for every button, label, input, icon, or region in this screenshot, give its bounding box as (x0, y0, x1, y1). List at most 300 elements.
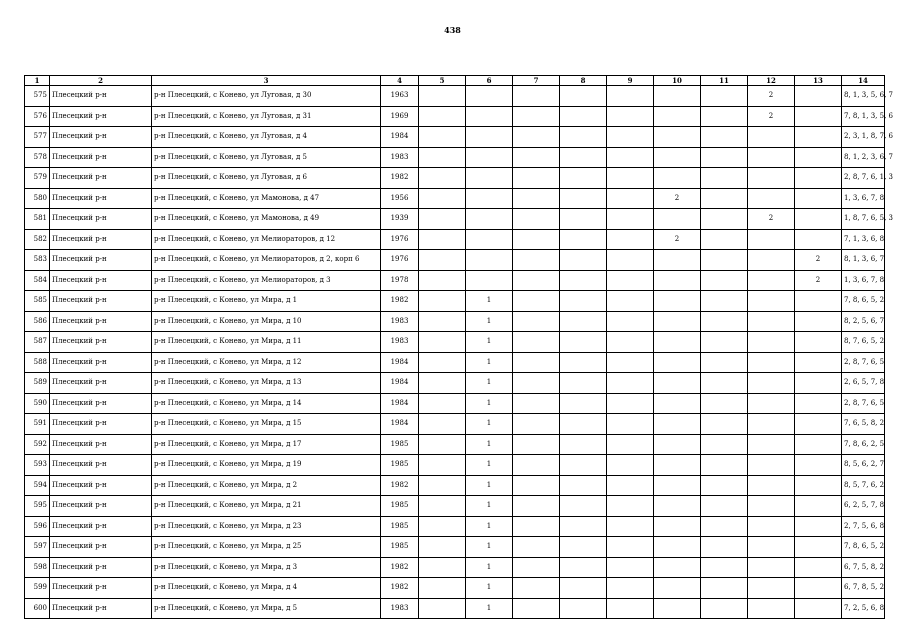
column-header-10: 10 (654, 76, 701, 86)
col6-cell (466, 209, 513, 230)
col7-cell (513, 516, 560, 537)
col12-cell (748, 168, 795, 189)
row-number: 585 (25, 291, 50, 312)
col12-cell (748, 352, 795, 373)
district-cell: Плесецкий р-н (50, 147, 152, 168)
col13-cell (795, 311, 842, 332)
col9-cell (607, 352, 654, 373)
column-header-9: 9 (607, 76, 654, 86)
col9-cell (607, 393, 654, 414)
col12-cell: 2 (748, 209, 795, 230)
col10-cell (654, 311, 701, 332)
year-cell: 1982 (381, 578, 419, 599)
col6-cell: 1 (466, 434, 513, 455)
col14-cell: 2, 7, 5, 6, 8 (842, 516, 885, 537)
row-number: 586 (25, 311, 50, 332)
col5-cell (419, 516, 466, 537)
row-number: 580 (25, 188, 50, 209)
col10-cell (654, 434, 701, 455)
col8-cell (560, 250, 607, 271)
col6-cell (466, 86, 513, 107)
col7-cell (513, 86, 560, 107)
year-cell: 1982 (381, 475, 419, 496)
col8-cell (560, 352, 607, 373)
col7-cell (513, 475, 560, 496)
col9-cell (607, 127, 654, 148)
column-header-8: 8 (560, 76, 607, 86)
col11-cell (701, 147, 748, 168)
row-number: 593 (25, 455, 50, 476)
col10-cell (654, 106, 701, 127)
year-cell: 1985 (381, 455, 419, 476)
col11-cell (701, 311, 748, 332)
year-cell: 1956 (381, 188, 419, 209)
col13-cell (795, 209, 842, 230)
col14-cell: 7, 8, 1, 3, 5, 6 (842, 106, 885, 127)
col14-cell: 6, 7, 5, 8, 2 (842, 557, 885, 578)
col11-cell (701, 516, 748, 537)
col10-cell (654, 147, 701, 168)
col10-cell (654, 414, 701, 435)
col5-cell (419, 291, 466, 312)
col11-cell (701, 578, 748, 599)
col9-cell (607, 332, 654, 353)
district-cell: Плесецкий р-н (50, 414, 152, 435)
col11-cell (701, 557, 748, 578)
col7-cell (513, 373, 560, 394)
col6-cell (466, 147, 513, 168)
col14-cell: 8, 1, 3, 6, 7 (842, 250, 885, 271)
address-cell: р-н Плесецкий, с Конево, ул Мира, д 15 (152, 414, 381, 435)
col12-cell (748, 270, 795, 291)
col12-cell (748, 475, 795, 496)
col6-cell: 1 (466, 332, 513, 353)
col9-cell (607, 455, 654, 476)
col10-cell: 2 (654, 229, 701, 250)
col8-cell (560, 106, 607, 127)
address-cell: р-н Плесецкий, с Конево, ул Луговая, д 5 (152, 147, 381, 168)
col14-cell: 7, 6, 5, 8, 2 (842, 414, 885, 435)
year-cell: 1982 (381, 291, 419, 312)
table-body (25, 86, 893, 619)
col5-cell (419, 168, 466, 189)
col5-cell (419, 537, 466, 558)
row-number: 590 (25, 393, 50, 414)
year-cell: 1983 (381, 598, 419, 619)
row-number: 578 (25, 147, 50, 168)
col9-cell (607, 414, 654, 435)
col6-cell: 1 (466, 414, 513, 435)
col9-cell (607, 209, 654, 230)
col12-cell (748, 250, 795, 271)
column-header-12: 12 (748, 76, 795, 86)
col5-cell (419, 127, 466, 148)
address-cell: р-н Плесецкий, с Конево, ул Мелиораторов, д 12 (152, 229, 381, 250)
col8-cell (560, 127, 607, 148)
table-row (25, 86, 885, 107)
table-row (25, 291, 885, 312)
col13-cell (795, 496, 842, 517)
col14-cell: 8, 5, 6, 2, 7 (842, 455, 885, 476)
col7-cell (513, 188, 560, 209)
year-cell: 1984 (381, 352, 419, 373)
header-row (25, 76, 885, 86)
col9-cell (607, 250, 654, 271)
col7-cell (513, 414, 560, 435)
table-row (25, 373, 885, 394)
col5-cell (419, 147, 466, 168)
year-cell: 1985 (381, 434, 419, 455)
col14-cell: 8, 1, 3, 5, 6, 7 (842, 86, 885, 107)
col5-cell (419, 270, 466, 291)
col6-cell: 1 (466, 598, 513, 619)
year-cell: 1984 (381, 127, 419, 148)
col12-cell (748, 557, 795, 578)
district-cell: Плесецкий р-н (50, 270, 152, 291)
col13-cell (795, 291, 842, 312)
col5-cell (419, 598, 466, 619)
col8-cell (560, 537, 607, 558)
address-cell: р-н Плесецкий, с Конево, ул Мира, д 3 (152, 557, 381, 578)
row-number: 595 (25, 496, 50, 517)
table-row (25, 209, 885, 230)
col10-cell (654, 209, 701, 230)
col6-cell: 1 (466, 475, 513, 496)
col13-cell (795, 475, 842, 496)
col7-cell (513, 229, 560, 250)
housing-registry-table (24, 75, 893, 619)
col13-cell (795, 578, 842, 599)
col14-cell: 2, 3, 1, 8, 7, 6 (842, 127, 885, 148)
col12-cell (748, 332, 795, 353)
column-header-3: 3 (152, 76, 381, 86)
col13-cell (795, 557, 842, 578)
row-number: 597 (25, 537, 50, 558)
col8-cell (560, 270, 607, 291)
table-row (25, 578, 885, 599)
address-cell: р-н Плесецкий, с Конево, ул Мира, д 23 (152, 516, 381, 537)
col11-cell (701, 127, 748, 148)
col8-cell (560, 578, 607, 599)
column-header-11: 11 (701, 76, 748, 86)
col13-cell (795, 516, 842, 537)
col12-cell (748, 496, 795, 517)
col6-cell (466, 168, 513, 189)
table-row (25, 598, 885, 619)
col7-cell (513, 311, 560, 332)
page-number: 438 (444, 25, 461, 35)
column-header-1: 1 (25, 76, 50, 86)
col11-cell (701, 455, 748, 476)
col6-cell: 1 (466, 578, 513, 599)
row-number: 577 (25, 127, 50, 148)
col13-cell (795, 393, 842, 414)
table-row (25, 475, 885, 496)
district-cell: Плесецкий р-н (50, 86, 152, 107)
address-cell: р-н Плесецкий, с Конево, ул Мамонова, д 49 (152, 209, 381, 230)
col8-cell (560, 496, 607, 517)
address-cell: р-н Плесецкий, с Конево, ул Луговая, д 30 (152, 86, 381, 107)
col14-cell: 7, 8, 6, 2, 5 (842, 434, 885, 455)
col9-cell (607, 578, 654, 599)
col10-cell (654, 332, 701, 353)
col6-cell (466, 229, 513, 250)
row-number: 596 (25, 516, 50, 537)
address-cell: р-н Плесецкий, с Конево, ул Мира, д 14 (152, 393, 381, 414)
table-row (25, 516, 885, 537)
address-cell: р-н Плесецкий, с Конево, ул Луговая, д 4 (152, 127, 381, 148)
col11-cell (701, 332, 748, 353)
col9-cell (607, 270, 654, 291)
col11-cell (701, 188, 748, 209)
col10-cell (654, 475, 701, 496)
col9-cell (607, 434, 654, 455)
col14-cell: 7, 8, 6, 5, 2 (842, 537, 885, 558)
address-cell: р-н Плесецкий, с Конево, ул Мамонова, д 47 (152, 188, 381, 209)
table-row (25, 393, 885, 414)
district-cell: Плесецкий р-н (50, 311, 152, 332)
col10-cell (654, 578, 701, 599)
col5-cell (419, 188, 466, 209)
table-row (25, 434, 885, 455)
year-cell: 1978 (381, 270, 419, 291)
col14-cell: 7, 2, 5, 6, 8 (842, 598, 885, 619)
col8-cell (560, 168, 607, 189)
col8-cell (560, 475, 607, 496)
col6-cell (466, 270, 513, 291)
table-row (25, 106, 885, 127)
col9-cell (607, 496, 654, 517)
col14-cell: 1, 3, 6, 7, 8 (842, 188, 885, 209)
district-cell: Плесецкий р-н (50, 393, 152, 414)
col7-cell (513, 393, 560, 414)
col12-cell (748, 188, 795, 209)
district-cell: Плесецкий р-н (50, 373, 152, 394)
table-row (25, 332, 885, 353)
col9-cell (607, 168, 654, 189)
row-number: 575 (25, 86, 50, 107)
district-cell: Плесецкий р-н (50, 496, 152, 517)
col9-cell (607, 229, 654, 250)
col7-cell (513, 270, 560, 291)
column-header-5: 5 (419, 76, 466, 86)
col12-cell (748, 373, 795, 394)
table-row (25, 311, 885, 332)
col7-cell (513, 250, 560, 271)
district-cell: Плесецкий р-н (50, 291, 152, 312)
col7-cell (513, 168, 560, 189)
col10-cell (654, 127, 701, 148)
col13-cell (795, 86, 842, 107)
row-number: 583 (25, 250, 50, 271)
col14-cell: 2, 8, 7, 6, 1, 3 (842, 168, 885, 189)
district-cell: Плесецкий р-н (50, 475, 152, 496)
col6-cell: 1 (466, 496, 513, 517)
col12-cell (748, 414, 795, 435)
col6-cell: 1 (466, 516, 513, 537)
year-cell: 1963 (381, 86, 419, 107)
col12-cell (748, 311, 795, 332)
col11-cell (701, 414, 748, 435)
col8-cell (560, 393, 607, 414)
district-cell: Плесецкий р-н (50, 578, 152, 599)
col10-cell (654, 86, 701, 107)
col12-cell: 2 (748, 86, 795, 107)
column-header-13: 13 (795, 76, 842, 86)
col8-cell (560, 291, 607, 312)
district-cell: Плесецкий р-н (50, 168, 152, 189)
table-row (25, 496, 885, 517)
col12-cell: 2 (748, 106, 795, 127)
col11-cell (701, 250, 748, 271)
district-cell: Плесецкий р-н (50, 209, 152, 230)
column-header-7: 7 (513, 76, 560, 86)
district-cell: Плесецкий р-н (50, 106, 152, 127)
col13-cell (795, 455, 842, 476)
col12-cell (748, 127, 795, 148)
col10-cell (654, 270, 701, 291)
table-row (25, 414, 885, 435)
col5-cell (419, 414, 466, 435)
col8-cell (560, 373, 607, 394)
address-cell: р-н Плесецкий, с Конево, ул Мелиораторов, д 3 (152, 270, 381, 291)
col5-cell (419, 86, 466, 107)
district-cell: Плесецкий р-н (50, 516, 152, 537)
year-cell: 1983 (381, 311, 419, 332)
district-cell: Плесецкий р-н (50, 352, 152, 373)
col6-cell: 1 (466, 352, 513, 373)
col14-cell: 2, 8, 7, 6, 5 (842, 352, 885, 373)
address-cell: р-н Плесецкий, с Конево, ул Мира, д 17 (152, 434, 381, 455)
col6-cell: 1 (466, 373, 513, 394)
col6-cell (466, 127, 513, 148)
address-cell: р-н Плесецкий, с Конево, ул Мелиораторов, д 2, корп 6 (152, 250, 381, 271)
col6-cell: 1 (466, 291, 513, 312)
col7-cell (513, 578, 560, 599)
col5-cell (419, 373, 466, 394)
col5-cell (419, 332, 466, 353)
row-number: 581 (25, 209, 50, 230)
district-cell: Плесецкий р-н (50, 557, 152, 578)
col13-cell (795, 414, 842, 435)
col8-cell (560, 332, 607, 353)
col14-cell: 2, 8, 7, 6, 5 (842, 393, 885, 414)
address-cell: р-н Плесецкий, с Конево, ул Мира, д 4 (152, 578, 381, 599)
col5-cell (419, 496, 466, 517)
col11-cell (701, 229, 748, 250)
district-cell: Плесецкий р-н (50, 229, 152, 250)
row-number: 576 (25, 106, 50, 127)
address-cell: р-н Плесецкий, с Конево, ул Мира, д 1 (152, 291, 381, 312)
col6-cell: 1 (466, 557, 513, 578)
year-cell: 1976 (381, 250, 419, 271)
table-row (25, 250, 885, 271)
col10-cell (654, 373, 701, 394)
year-cell: 1984 (381, 373, 419, 394)
col13-cell (795, 434, 842, 455)
col10-cell: 2 (654, 188, 701, 209)
col5-cell (419, 250, 466, 271)
row-number: 600 (25, 598, 50, 619)
district-cell: Плесецкий р-н (50, 434, 152, 455)
year-cell: 1985 (381, 496, 419, 517)
col7-cell (513, 332, 560, 353)
district-cell: Плесецкий р-н (50, 537, 152, 558)
col12-cell (748, 537, 795, 558)
col10-cell (654, 168, 701, 189)
col11-cell (701, 434, 748, 455)
col14-cell: 6, 2, 5, 7, 8 (842, 496, 885, 517)
col7-cell (513, 496, 560, 517)
table-row (25, 229, 885, 250)
table-row (25, 168, 885, 189)
table-row (25, 557, 885, 578)
address-cell: р-н Плесецкий, с Конево, ул Мира, д 10 (152, 311, 381, 332)
col12-cell (748, 229, 795, 250)
year-cell: 1984 (381, 393, 419, 414)
district-cell: Плесецкий р-н (50, 332, 152, 353)
col8-cell (560, 311, 607, 332)
col8-cell (560, 598, 607, 619)
col6-cell (466, 188, 513, 209)
column-header-14: 14 (842, 76, 885, 86)
row-number: 589 (25, 373, 50, 394)
col10-cell (654, 496, 701, 517)
col5-cell (419, 352, 466, 373)
col10-cell (654, 455, 701, 476)
col9-cell (607, 598, 654, 619)
col11-cell (701, 393, 748, 414)
col5-cell (419, 434, 466, 455)
col13-cell (795, 168, 842, 189)
col13-cell (795, 106, 842, 127)
year-cell: 1939 (381, 209, 419, 230)
col14-cell: 7, 1, 3, 6, 8 (842, 229, 885, 250)
address-cell: р-н Плесецкий, с Конево, ул Мира, д 13 (152, 373, 381, 394)
col11-cell (701, 598, 748, 619)
year-cell: 1982 (381, 557, 419, 578)
col8-cell (560, 188, 607, 209)
col5-cell (419, 455, 466, 476)
col14-cell: 8, 1, 2, 3, 6, 7 (842, 147, 885, 168)
table-row (25, 270, 885, 291)
row-number: 587 (25, 332, 50, 353)
col12-cell (748, 434, 795, 455)
col11-cell (701, 496, 748, 517)
col8-cell (560, 414, 607, 435)
col5-cell (419, 557, 466, 578)
address-cell: р-н Плесецкий, с Конево, ул Мира, д 19 (152, 455, 381, 476)
row-number: 579 (25, 168, 50, 189)
col10-cell (654, 393, 701, 414)
table-row (25, 147, 885, 168)
row-number: 599 (25, 578, 50, 599)
col13-cell (795, 229, 842, 250)
year-cell: 1983 (381, 147, 419, 168)
col7-cell (513, 598, 560, 619)
district-cell: Плесецкий р-н (50, 127, 152, 148)
col7-cell (513, 352, 560, 373)
col11-cell (701, 373, 748, 394)
col10-cell (654, 598, 701, 619)
col9-cell (607, 86, 654, 107)
col8-cell (560, 147, 607, 168)
col7-cell (513, 537, 560, 558)
column-header-4: 4 (381, 76, 419, 86)
col10-cell (654, 516, 701, 537)
col7-cell (513, 557, 560, 578)
col13-cell (795, 127, 842, 148)
